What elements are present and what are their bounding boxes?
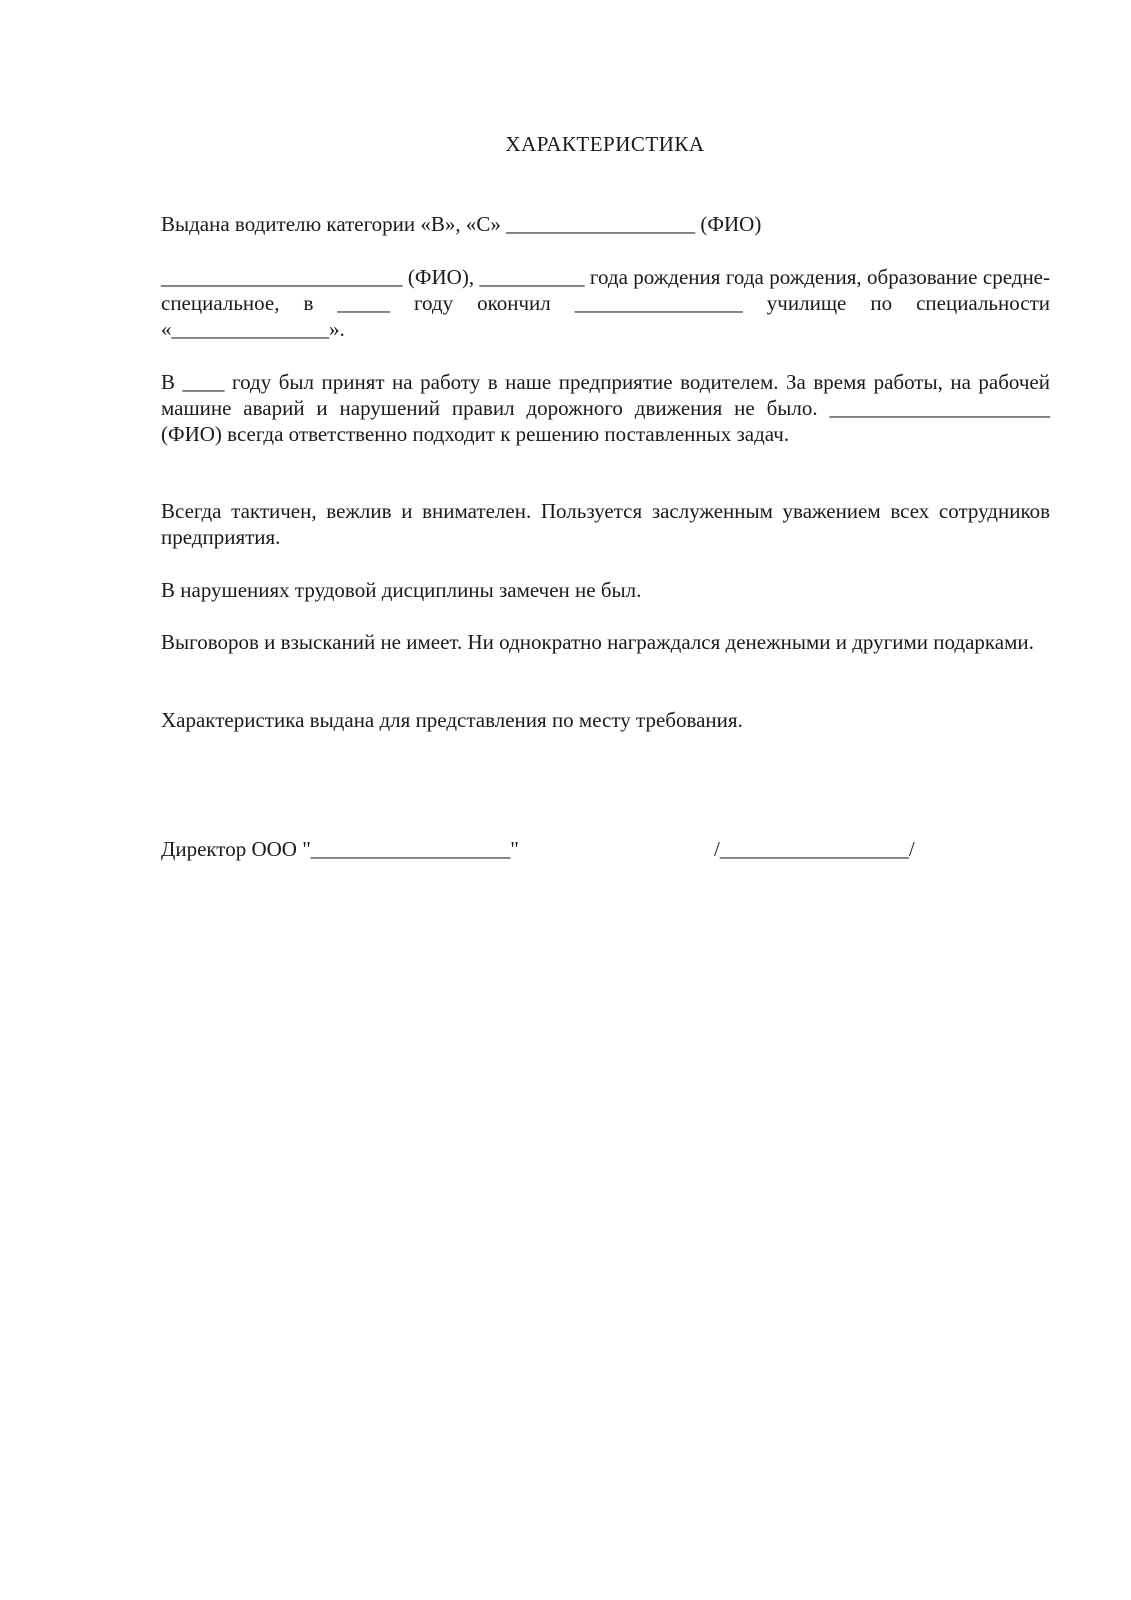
paragraph-reprimands: Выговоров и взысканий не имеет. Ни однократно награждался денежными и другими подарками. (161, 630, 1034, 654)
paragraph-employment: В ____ году был принят на работу в наше предприятие водителем. За время работы, на рабочей машине аварий и нарушений правил дорожного движения не было. _____________________ (ФИО) всегда ответственно подходит к решению поставленных задач. (161, 370, 1050, 446)
signature-position: Директор ООО "___________________" (161, 837, 519, 861)
paragraph-purpose: Характеристика выдана для представления по месту требования. (161, 708, 743, 732)
paragraph-discipline: В нарушениях трудовой дисциплины замечен не был. (161, 578, 642, 602)
paragraph-personal-qualities: Всегда тактичен, вежлив и внимателен. Пользуется заслуженным уважением всех сотрудников предприятия. (161, 499, 1050, 549)
paragraph-issued-to: Выдана водителю категории «В», «С» __________________ (ФИО) (161, 212, 762, 236)
paragraph-education: _______________________ (ФИО), __________ года рождения года рождения, образование средне-специальное, в _____ году окончил ________________ училище по специальности «_______________». (161, 265, 1050, 341)
document-title: ХАРАКТЕРИСТИКА (505, 132, 705, 156)
signature-name-line: /__________________/ (714, 837, 915, 861)
